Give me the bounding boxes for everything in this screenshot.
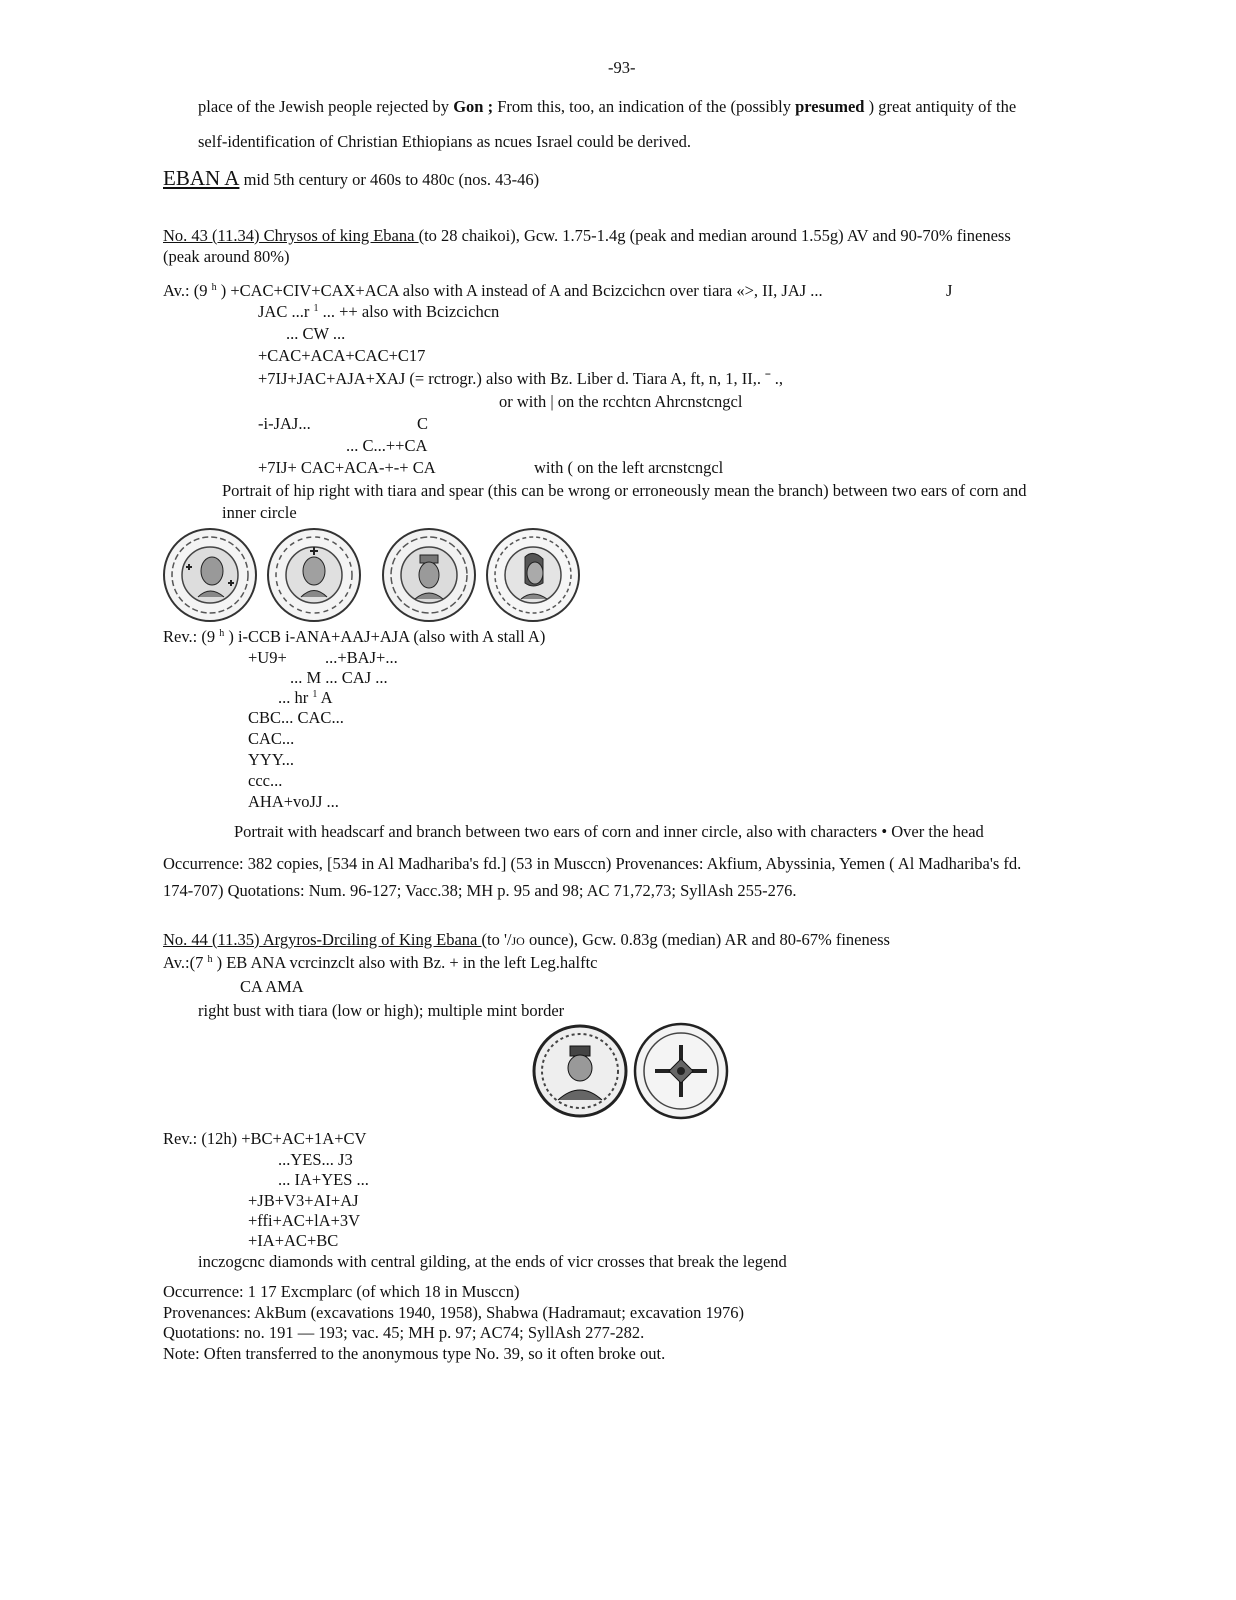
intro-line-2: self-identification of Christian Ethiopians as ncues Israel could be derived. <box>198 132 692 151</box>
intro-bold-gon: Gon ; <box>453 97 494 116</box>
no43-av-line-3: ... CW ... <box>286 324 346 343</box>
no44-occurrence: Occurrence: 1 17 Excmplarc (of which 18 in Musccn) <box>163 1282 520 1301</box>
coin-image-no43-1 <box>162 527 258 623</box>
no44-rev-line-1: Rev.: (12h) +BC+AC+1A+CV <box>163 1129 367 1148</box>
no44-heading-rest-a: (to '/ <box>481 930 512 949</box>
rev-rest: ) i-CCB i-ANA+AAJ+AJA (also with A stall A) <box>224 627 546 646</box>
coin-image-no44-reverse <box>633 1021 729 1121</box>
no43-portrait-line-2: inner circle <box>222 503 297 522</box>
no43-av-line-4: +CAC+ACA+CAC+C17 <box>258 346 426 365</box>
av-prefix: Av.: (9 <box>163 281 212 300</box>
av-l2sup: 1 <box>313 303 319 314</box>
no43-av-line-8: ... C...++CA <box>346 436 428 455</box>
no43-rev-line-8: ccc... <box>248 771 283 790</box>
no44-rev-line-4: +JB+V3+AI+AJ <box>248 1191 359 1210</box>
no43-rev-line-3: ... M ... CAJ ... <box>290 668 388 687</box>
no43-rev-portrait: Portrait with headscarf and branch between two ears of corn and inner circle, also with characters • Over the head <box>234 822 984 841</box>
no44-av-line-2: CA AMA <box>240 977 304 996</box>
coin-image-no43-2 <box>266 527 362 623</box>
av-l2a: JAC ...r <box>258 302 314 321</box>
no43-av-j: J <box>946 281 953 300</box>
no43-heading <box>163 228 1011 245</box>
av-l2b: ... ++ also with Bcizcichcn <box>318 302 500 321</box>
rev-l4b: A <box>317 688 333 707</box>
no43-rev-line-2a: +U9+ <box>248 648 287 667</box>
coin-image-no43-3 <box>381 527 477 623</box>
no43-rev-line-7: YYY... <box>248 750 294 769</box>
no44-heading-rest-small: JO <box>511 934 525 948</box>
no43-av-line-9a: +7IJ+ CAC+ACA-+-+ CA <box>258 458 436 477</box>
av-sup: h <box>211 282 217 293</box>
av-rest: ) EB ANA vcrcinzclt also with Bz. + in the left Leg.halftc <box>212 953 598 972</box>
no44-heading <box>163 932 890 949</box>
no44-rev-line-2: ...YES... J3 <box>278 1150 353 1169</box>
no43-rev-line-6: CAC... <box>248 729 295 748</box>
no43-portrait-line-1: Portrait of hip right with tiara and spear (this can be wrong or erroneously mean the branch) between two ears of corn and <box>222 481 1027 500</box>
no44-heading-title: No. 44 (11.35) Argyros-Drciling of King Ebana <box>163 930 482 949</box>
no43-av-line-9b: with ( on the left arcnstcngcl <box>534 458 724 477</box>
no44-rev-description: inczogcnc diamonds with central gilding, at the ends of vicr crosses that break the legend <box>198 1252 787 1271</box>
section-heading <box>163 168 539 189</box>
no43-av-line-7a: -i-JAJ... <box>258 414 311 433</box>
no44-rev-line-5: +ffi+AC+lA+3V <box>248 1211 361 1230</box>
no44-rev-line-3: ... IA+YES ... <box>278 1170 369 1189</box>
no43-av-line-5: +7IJ+JAC+AJA+XAJ (= rctrogr.) also with Bz. Liber d. Tiara A, ft, n, 1, II,. ˉ ., <box>258 369 783 388</box>
intro-text: place of the Jewish people rejected by <box>198 97 454 116</box>
no44-rev-line-6: +IA+AC+BC <box>248 1231 339 1250</box>
no44-note: Note: Often transferred to the anonymous type No. 39, so it often broke out. <box>163 1344 666 1363</box>
coin-image-no44-obverse <box>532 1024 628 1118</box>
rev-sup: h <box>219 628 225 639</box>
rev-l4sup: 1 <box>312 689 318 700</box>
no43-rev-line-4 <box>278 690 333 707</box>
av-prefix: Av.:(7 <box>163 953 208 972</box>
no44-av-line-1 <box>163 955 598 972</box>
rev-l4a: ... hr <box>278 688 313 707</box>
no43-occurrence-line-2: 174-707) Quotations: Num. 96-127; Vacc.38; MH p. 95 and 98; AC 71,72,73; SyllAsh 255-276. <box>163 881 797 900</box>
no44-provenances: Provenances: AkBum (excavations 1940, 1958), Shabwa (Hadramaut; excavation 1976) <box>163 1303 745 1322</box>
no43-av-line-2 <box>258 304 499 321</box>
no43-heading-line2: (peak around 80%) <box>163 247 290 266</box>
intro-text: ) great antiquity of the <box>864 97 1017 116</box>
no43-rev-line-1 <box>163 629 545 646</box>
section-title: EBAN A <box>163 166 240 190</box>
intro-bold-presumed: presumed <box>795 97 865 116</box>
no44-heading-rest-b: ounce), Gcw. 0.83g (median) AR and 80-67% fineness <box>524 930 890 949</box>
no43-rev-line-9: AHA+voJJ ... <box>248 792 339 811</box>
av-sup: h <box>207 954 213 965</box>
no43-av-line-1 <box>163 283 823 300</box>
no44-av-line-3: right bust with tiara (low or high); multiple mint border <box>198 1001 565 1020</box>
coin-image-no43-4 <box>485 527 581 623</box>
no43-av-line-6: or with | on the rcchtcn Ahrcnstcngcl <box>499 392 743 411</box>
intro-line-1 <box>198 99 1016 116</box>
page-number: -93- <box>608 58 636 77</box>
no43-av-line-7b: C <box>417 414 429 433</box>
no43-heading-rest: (to 28 chaikoi), Gcw. 1.75-1.4g (peak and median around 1.55g) AV and 90-70% fineness <box>418 226 1011 245</box>
av-rest: ) +CAC+CIV+CAX+ACA also with A instead of A and Bcizcichcn over tiara «>, II, JAJ ... <box>216 281 823 300</box>
no43-heading-title: No. 43 (11.34) Chrysos of king Ebana <box>163 226 419 245</box>
no43-occurrence-line-1: Occurrence: 382 copies, [534 in Al Madhariba's fd.] (53 in Musccn) Provenances: Akfium, Abyssinia, Yemen ( Al Madhariba's fd. <box>163 854 1022 873</box>
no44-quotations: Quotations: no. 191 — 193; vac. 45; MH p. 97; AC74; SyllAsh 277-282. <box>163 1323 645 1342</box>
no43-rev-line-2b: ...+BAJ+... <box>325 648 398 667</box>
section-subtitle: mid 5th century or 460s to 480c (nos. 43-46) <box>239 170 540 189</box>
intro-text: From this, too, an indication of the (possibly <box>493 97 796 116</box>
no43-rev-line-5: CBC... CAC... <box>248 708 344 727</box>
rev-prefix: Rev.: (9 <box>163 627 220 646</box>
